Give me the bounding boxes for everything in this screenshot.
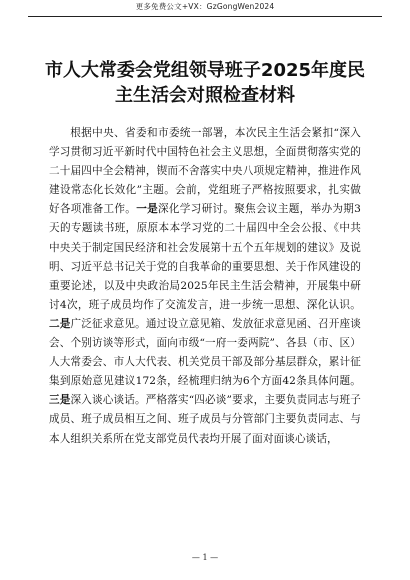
body-text-part-1: 根据中央、省委和市委统一部署，本次民主生活会紧扣“深入学习贯彻习近平新时代中国特色社会主义思想，全面贯彻落实党的二十届四中全会精神，锲而不舍落实中央八项规定精神，推进作风建设常态化长效化”主题。会前，党组班子严格按照要求，扎实做好各项准备工作。 <box>49 127 361 216</box>
page-header <box>28 0 382 17</box>
body-text-part-4: 深入谈心谈话。严格落实“四必谈”要求，主要负责同志与班子成员、班子成员相互之间、班子成员与分管部门主要负责同志、与本人组织关系所在党支部党员代表均开展了面对面谈心谈话， <box>49 394 361 445</box>
header-text: 更多免费公文+VX：GzGongWen2024 <box>135 2 275 11</box>
point-marker-2: 二是 <box>49 317 71 330</box>
body-paragraph <box>49 124 361 449</box>
body-text-part-2: 深化学习研讨。聚焦会议主题，举办为期3天的专题读书班，原原本本学习党的二十届四中全会公报、《中共中央关于制定国民经济和社会发展第十五个五年规划的建议》及说明、习近平总书记关于党的自我革命的重要思想、关于作风建设的重要论述，以及中央政治局2025年民主生活会精神，开展集中研讨4次，班子成员均作了交流发言，进一步统一思想、深化认识。 <box>49 203 361 311</box>
body-text-part-3: 广泛征求意见。通过设立意见箱、发放征求意见函、召开座谈会、个别访谈等形式，面向市级“一府一委两院”、各县（市、区）人大常委会、市人大代表、机关党员干部及部分基层群众，累计征集到原始意见建议172条，经梳理归纳为6个方面42条具体问题。 <box>49 317 362 388</box>
document-title <box>40 58 370 108</box>
point-marker-3: 三是 <box>49 394 71 407</box>
point-marker-1: 一是 <box>136 203 158 216</box>
title-line-2: 主生活会对照检查材料 <box>115 85 295 106</box>
page-number: — 1 — <box>191 553 219 562</box>
title-line-1: 市人大常委会党组领导班子2025年度民 <box>44 60 366 81</box>
